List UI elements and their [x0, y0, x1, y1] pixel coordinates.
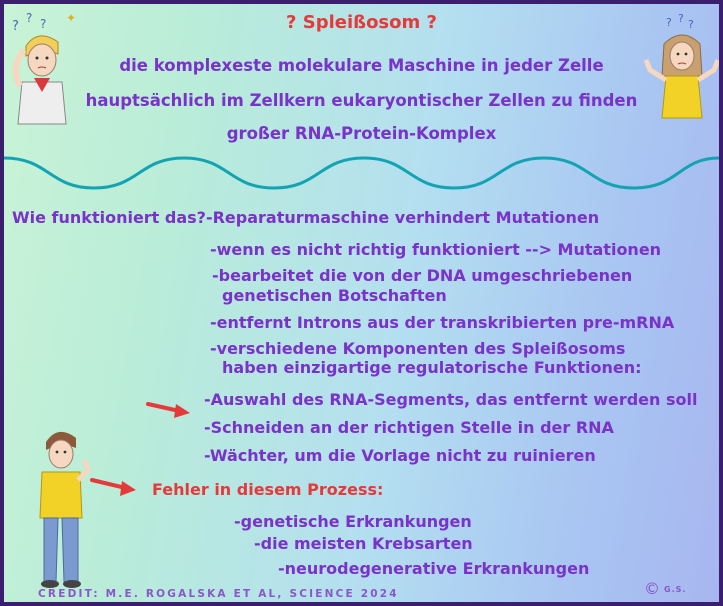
thinking-boy-icon — [34, 424, 94, 589]
point-3: -entfernt Introns aus der transkribierten pre-mRNA — [210, 313, 675, 332]
function-3: -Wächter, um die Vorlage nicht zu ruinieren — [204, 446, 596, 465]
errors-heading: Fehler in diesem Prozess: — [152, 480, 384, 499]
point-4-continued: haben einzigartige regulatorische Funktionen: — [222, 358, 642, 377]
point-4: -verschiedene Komponenten des Spleißosoms — [210, 339, 626, 358]
function-2: -Schneiden an der richtigen Stelle in der RNA — [204, 418, 614, 437]
svg-text:?: ? — [688, 18, 694, 31]
svg-text:?: ? — [12, 19, 19, 34]
consequence-2: -die meisten Krebsarten — [254, 534, 473, 553]
svg-text:?: ? — [678, 14, 684, 25]
question-line: Wie funktioniert das?-Reparaturmaschine verhindert Mutationen — [12, 208, 600, 227]
point-1: -wenn es nicht richtig funktioniert --> Mutationen — [210, 240, 662, 259]
intro-line-3: großer RNA-Protein-Komplex — [226, 124, 497, 143]
point-2: -bearbeitet die von der DNA umgeschriebenen — [212, 266, 633, 285]
svg-text:✦: ✦ — [66, 11, 77, 25]
svg-text:?: ? — [666, 16, 672, 29]
intro-line-1: die komplexeste molekulare Maschine in jeder Zelle — [119, 56, 604, 75]
red-arrow-icon — [90, 476, 140, 498]
consequence-3: -neurodegenerative Erkrankungen — [278, 559, 590, 578]
credit-line: CREDIT: M.E. ROGALSKA ET AL, SCIENCE 2024 — [38, 588, 399, 600]
function-1: -Auswahl des RNA-Segments, das entfernt werden soll — [204, 390, 698, 409]
page-title: ? Spleißosom ? — [286, 12, 437, 33]
svg-text:?: ? — [40, 17, 47, 31]
copyright-symbol: © — [644, 579, 660, 598]
consequence-1: -genetische Erkrankungen — [234, 512, 472, 531]
wave-divider — [4, 144, 719, 204]
intro-line-2: hauptsächlich im Zellkern eukaryontischer Zellen zu finden — [85, 91, 638, 110]
point-2-continued: genetischen Botschaften — [222, 286, 447, 305]
signature: G.S. — [664, 585, 687, 594]
svg-text:?: ? — [26, 11, 33, 25]
red-arrow-icon — [146, 400, 194, 420]
